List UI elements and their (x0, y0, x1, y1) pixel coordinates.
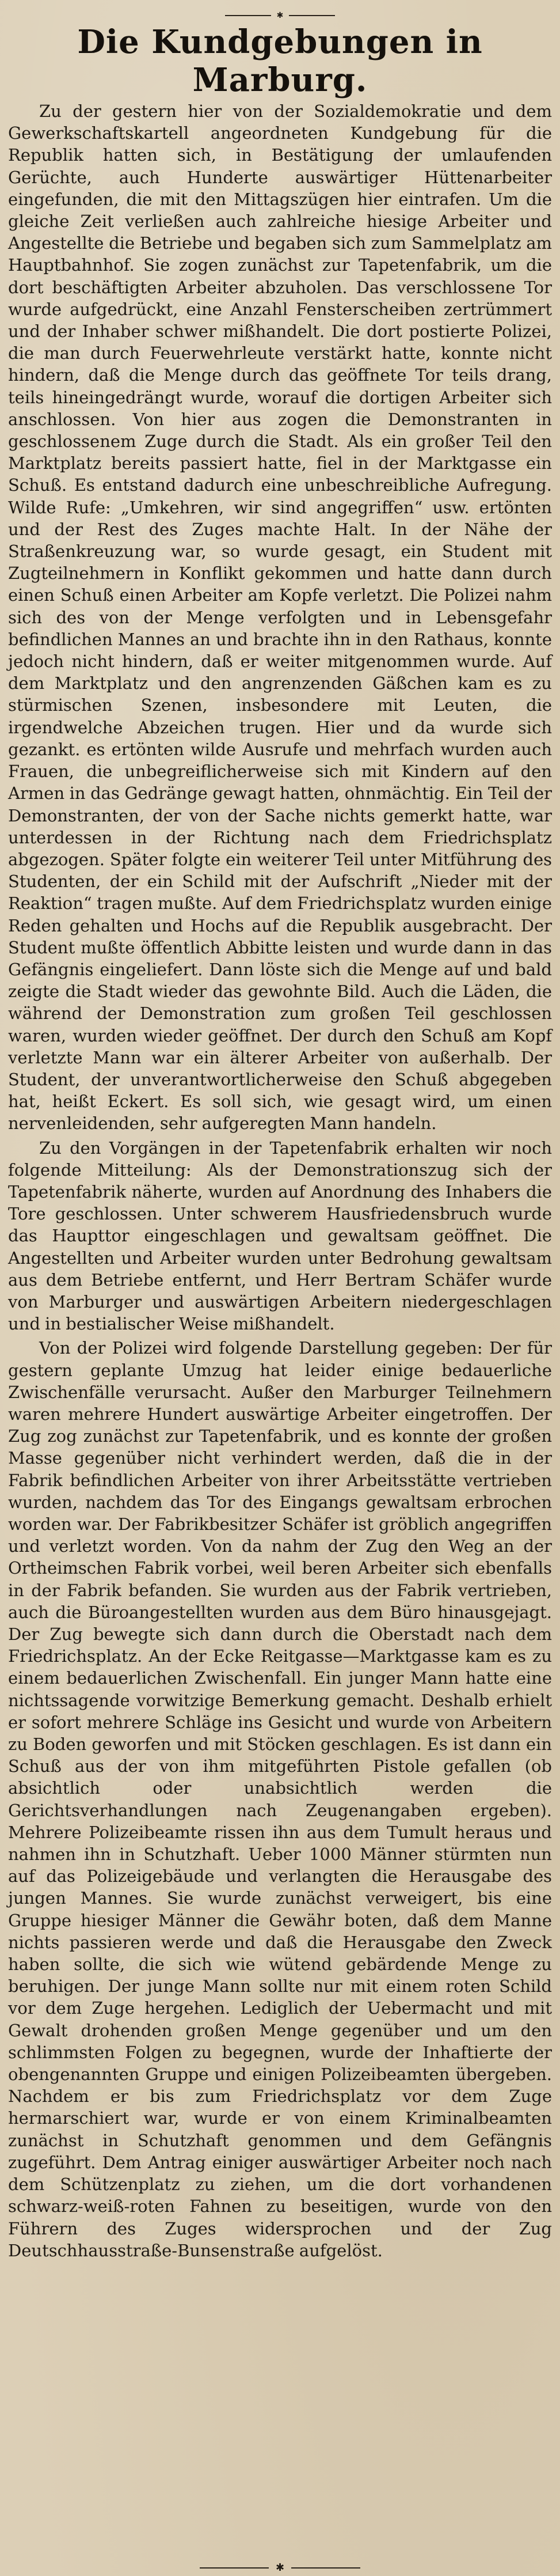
top-ornament (8, 12, 552, 20)
article-headline: Die Kundgebungen in Marburg. (77, 23, 483, 99)
bottom-ornament-rule-left (200, 2567, 269, 2569)
bottom-ornament-rule-right (291, 2567, 360, 2569)
article-paragraph-2: Zu den Vorgängen in der Tapetenfabrik erhalten wir noch folgende Mitteilung: Als der Demonstrationszug sich der Tapetenfabrik näherte, wurden auf Anordnung des Inhabers die Tore geschlossen. Unter schwerem Hausfriedensbruch wurde das Haupttor eingeschlagen und gewaltsam geöffnet. Die Angestellten und Arbeiter wurden unter Bedrohung gewaltsam aus dem Betriebe entfernt, und Herr Bertram Schäfer wurde von Marburger und auswärtigen Arbeitern niedergeschlagen und in bestialischer Weise mißhandelt. (8, 1138, 552, 1334)
top-ornament-rule-left (225, 15, 271, 16)
top-ornament-rule-right (289, 15, 335, 16)
star-ornament-icon: ✱ (275, 2562, 285, 2574)
article-paragraph-1: Zu der gestern hier von der Sozialdemokratie und dem Gewerkschaftskartell angeordneten Kundgebung für die Republik hatten sich, in Bestätigung der umlaufenden Gerüchte, auch Hunderte auswärtiger Hüttenarbeiter eingefunden, die mit den Mittagszügen hier eintrafen. Um die gleiche Zeit verließen auch zahlreiche hiesige Arbeiter und Angestellte die Betriebe und begaben sich zum Sammelplatz am Hauptbahnhof. Sie zogen zunächst zur Tapetenfabrik, um die dort beschäftigten Arbeiter abzuholen. Das verschlossene Tor wurde aufgedrückt, eine Anzahl Fensterscheiben zertrümmert und der Inhaber schwer mißhandelt. Die dort postierte Polizei, die man durch Feuerwehrleute verstärkt hatte, konnte nicht hindern, daß die Menge durch das geöffnete Tor teils drang, teils hineingedrängt wurde, worauf die dortigen Arbeiter sich anschlossen. Von hier aus zogen die Demonstranten in geschlossenem Zuge durch die Stadt. Als ein großer Teil den Marktplatz bereits passiert hatte, fiel in der Marktgasse ein Schuß. Es entstand dadurch eine unbeschreibliche Aufregung. Wilde Rufe: „Umkehren, wir sind angegriffen“ usw. ertönten und der Rest des Zuges machte Halt. In der Nähe der Straßenkreuzung war, so wurde gesagt, ein Student mit Zugteilnehmern in Konflikt gekommen und hatte dann durch einen Schuß einen Arbeiter am Kopfe verletzt. Die Polizei nahm sich des von der Menge verfolgten und in Lebensgefahr befindlichen Mannes an und brachte ihn in den Rathaus, konnte jedoch nicht hindern, daß er weiter mitgenommen wurde. Auf dem Marktplatz und den angrenzenden Gäßchen kam es zu stürmischen Szenen, insbesondere mit Leuten, die irgendwelche Abzeichen trugen. Hier und da wurde sich gezankt. es ertönten wilde Ausrufe und mehrfach wurden auch Frauen, die unbegreiflicherweise sich mit Kindern auf den Armen in das Gedränge gewagt hatten, ohnmächtig. Ein Teil der Demonstranten, der von der Sache nichts gemerkt hatte, war unterdessen in der Richtung nach dem Friedrichsplatz abgezogen. Später folgte ein weiterer Teil unter Mitführung des Studenten, der ein Schild mit der Aufschrift „Nieder mit der Reaktion“ tragen mußte. Auf dem Friedrichsplatz wurden einige Reden gehalten und Hochs auf die Republik ausgebracht. Der Student mußte öffentlich Abbitte leisten und wurde dann in das Gefängnis eingeliefert. Dann löste sich die Menge auf und bald zeigte die Stadt wieder das gewohnte Bild. Auch die Läden, die während der Demonstration zum großen Teil geschlossen waren, wurden wieder geöffnet. Der durch den Schuß am Kopf verletzte Mann war ein älterer Arbeiter von außerhalb. Der Student, der unverantwortlicherweise den Schuß abgegeben hat, heißt Eckert. Es soll sich, wie gesagt wird, um einen nervenleidenden, sehr aufgeregten Mann handeln. (8, 101, 552, 1134)
star-ornament-icon: ✱ (276, 11, 284, 20)
article-paragraph-3: Von der Polizei wird folgende Darstellung gegeben: Der für gestern geplante Umzug hat leider einige bedauerliche Zwischenfälle verursacht. Außer den Marburger Teilnehmern waren mehrere Hundert auswärtige Arbeiter eingetroffen. Der Zug zog zunächst zur Tapetenfabrik, und es konnte der großen Masse gegenüber nicht verhindert werden, daß die in der Fabrik befindlichen Arbeiter von ihrer Arbeitsstätte vertrieben wurden, nachdem das Tor des Eingangs gewaltsam erbrochen worden war. Der Fabrikbesitzer Schäfer ist gröblich angegriffen und verletzt worden. Von da nahm der Zug den Weg an der Ortheimschen Fabrik vorbei, weil beren Arbeiter sich ebenfalls in der Fabrik befanden. Sie wurden aus der Fabrik vertrieben, auch die Büroangestellten wurden aus dem Büro hinausgejagt. Der Zug bewegte sich dann durch die Oberstadt nach dem Friedrichsplatz. An der Ecke Reitgasse—Marktgasse kam es zu einem bedauerlichen Zwischenfall. Ein junger Mann hatte eine nichtssagende vorwitzige Bemerkung gemacht. Deshalb erhielt er sofort mehrere Schläge ins Gesicht und wurde von Arbeitern zu Boden geworfen und mit Stöcken geschlagen. Es ist dann ein Schuß aus der von ihm mitgeführten Pistole gefallen (ob absichtlich oder unabsichtlich werden die Gerichtsverhandlungen nach Zeugenangaben ergeben). Mehrere Polizeibeamte rissen ihn aus dem Tumult heraus und nahmen ihn in Schutzhaft. Ueber 1000 Männer stürmten nun auf das Polizeigebäude und verlangten die Herausgabe des jungen Mannes. Sie wurde zunächst verweigert, bis eine Gruppe hiesiger Männer die Gewähr boten, daß dem Manne nichts passieren werde und daß die Herausgabe den Zweck haben sollte, die sich wie wütend gebärdende Menge zu beruhigen. Der junge Mann sollte nur mit einem roten Schild vor dem Zuge hergehen. Lediglich der Uebermacht und mit Gewalt drohenden großen Menge gegenüber und um den schlimmsten Folgen zu begegnen, wurde der Inhaftierte der obengenannten Gruppe und einigen Polizeibeamten übergeben. Nachdem er bis zum Friedrichsplatz vor dem Zuge hermarschiert war, wurde er von einem Kriminalbeamten zunächst in Schutzhaft genommen und dem Gefängnis zugeführt. Dem Antrag einiger auswärtiger Arbeiter noch nach dem Schützenplatz zu ziehen, um die dort vorhandenen schwarz-weiß-roten Fahnen zu beseitigen, wurde von den Führern des Zuges widersprochen und der Zug Deutschhausstraße-Bunsenstraße aufgelöst. (8, 1338, 552, 2260)
bottom-ornament (0, 2562, 560, 2574)
article-body (8, 100, 552, 2261)
